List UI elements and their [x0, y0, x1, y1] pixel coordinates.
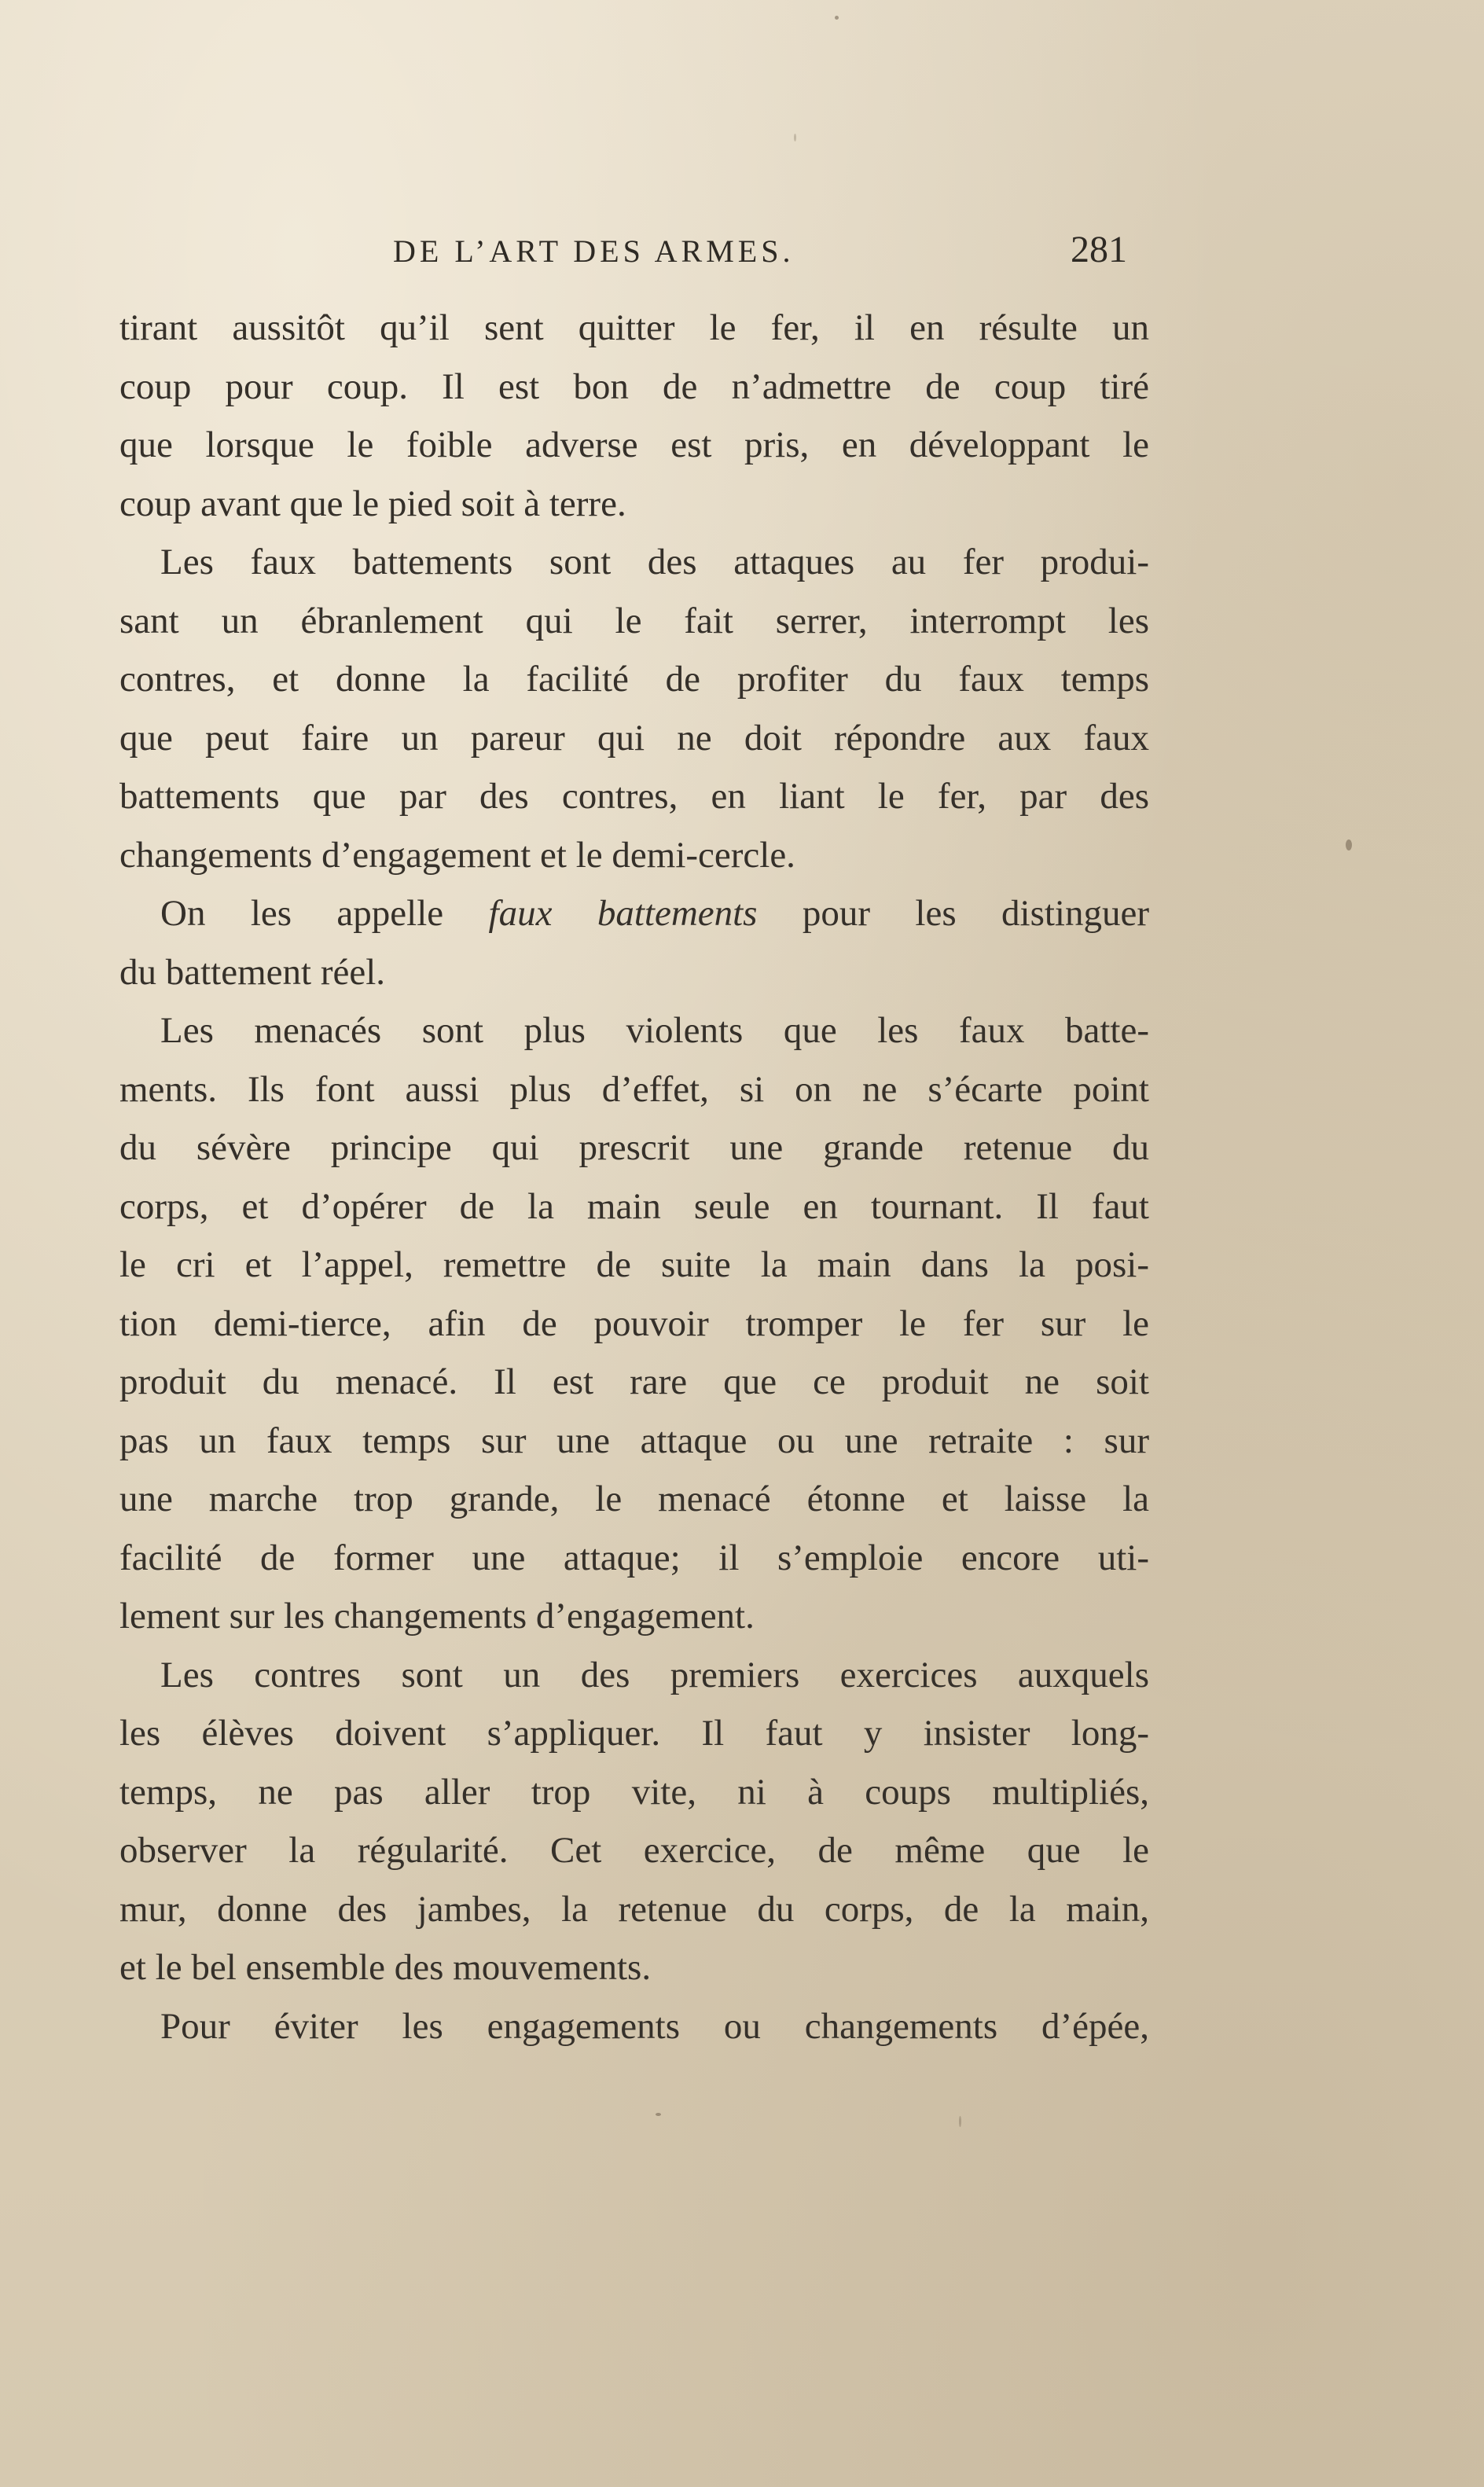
paragraph-start-line [119, 884, 1149, 943]
running-head [0, 229, 1484, 280]
text-line: mur, donne des jambes, la retenue du corps, de la main, [119, 1888, 1149, 1930]
text-line: que lorsque le foible adverse est pris, en développant le [119, 424, 1149, 465]
text-fragment: pour les distinguer [757, 893, 1149, 934]
paragraph-end-line: du battement réel. [119, 951, 385, 993]
paragraph-end-line: lement sur les changements d’engagement. [119, 1596, 755, 1637]
running-head-title: DE L’ART DES ARMES. [393, 233, 795, 269]
paragraph-start-line: Les faux battements sont des attaques au fer produi- [160, 542, 1149, 582]
italic-term: faux battements [488, 893, 758, 934]
paragraph-start-line: Les menacés sont plus violents que les faux batte- [160, 1010, 1149, 1051]
text-line: tion demi-tierce, afin de pouvoir tromper le fer sur le [119, 1302, 1149, 1344]
paper-speck [656, 2113, 661, 2116]
paragraph-start-line: Pour éviter les engagements ou changements d’épée, [160, 2005, 1149, 2047]
text-line: ments. Ils font aussi plus d’effet, si on ne s’écarte point [119, 1068, 1149, 1110]
text-line: que peut faire un pareur qui ne doit répondre aux faux [119, 717, 1149, 759]
text-line: pas un faux temps sur une attaque ou une retraite : sur [119, 1420, 1149, 1461]
paragraph-end-line: changements d’engagement et le demi-cercle. [119, 834, 795, 876]
paper-speck [794, 134, 796, 141]
page-number: 281 [1071, 229, 1127, 270]
text-line: produit du menacé. Il est rare que ce produit ne soit [119, 1361, 1149, 1402]
text-line: tirant aussitôt qu’il sent quitter le fer, il en résulte un [119, 307, 1149, 348]
text-line: le cri et l’appel, remettre de suite la main dans la posi- [119, 1244, 1149, 1285]
paper-speck [1346, 839, 1352, 850]
body-text [119, 299, 1149, 2055]
paper-speck [959, 2116, 961, 2127]
text-line: temps, ne pas aller trop vite, ni à coups multipliés, [119, 1771, 1149, 1813]
paragraph-start-line: Les contres sont un des premiers exercices auxquels [160, 1654, 1149, 1695]
text-line: corps, et d’opérer de la main seule en tournant. Il faut [119, 1185, 1149, 1227]
paper-speck [835, 16, 839, 20]
text-line: les élèves doivent s’appliquer. Il faut y insister long- [119, 1713, 1149, 1754]
text-fragment: On les appelle [160, 893, 489, 934]
paragraph-end-line: et le bel ensemble des mouvements. [119, 1947, 652, 1988]
text-line: contres, et donne la facilité de profiter du faux temps [119, 659, 1149, 700]
text-line: une marche trop grande, le menacé étonne et laisse la [119, 1479, 1149, 1519]
text-line: observer la régularité. Cet exercice, de même que le [119, 1830, 1149, 1871]
text-line: battements que par des contres, en liant le fer, par des [119, 776, 1149, 817]
text-line: facilité de former une attaque; il s’emploie encore uti- [119, 1537, 1149, 1578]
paragraph-end-line: coup avant que le pied soit à terre. [119, 483, 626, 524]
text-line: coup pour coup. Il est bon de n’admettre de coup tiré [119, 366, 1149, 407]
text-line: du sévère principe qui prescrit une grande retenue du [119, 1127, 1149, 1168]
text-line: sant un ébranlement qui le fait serrer, interrompt les [119, 600, 1149, 641]
